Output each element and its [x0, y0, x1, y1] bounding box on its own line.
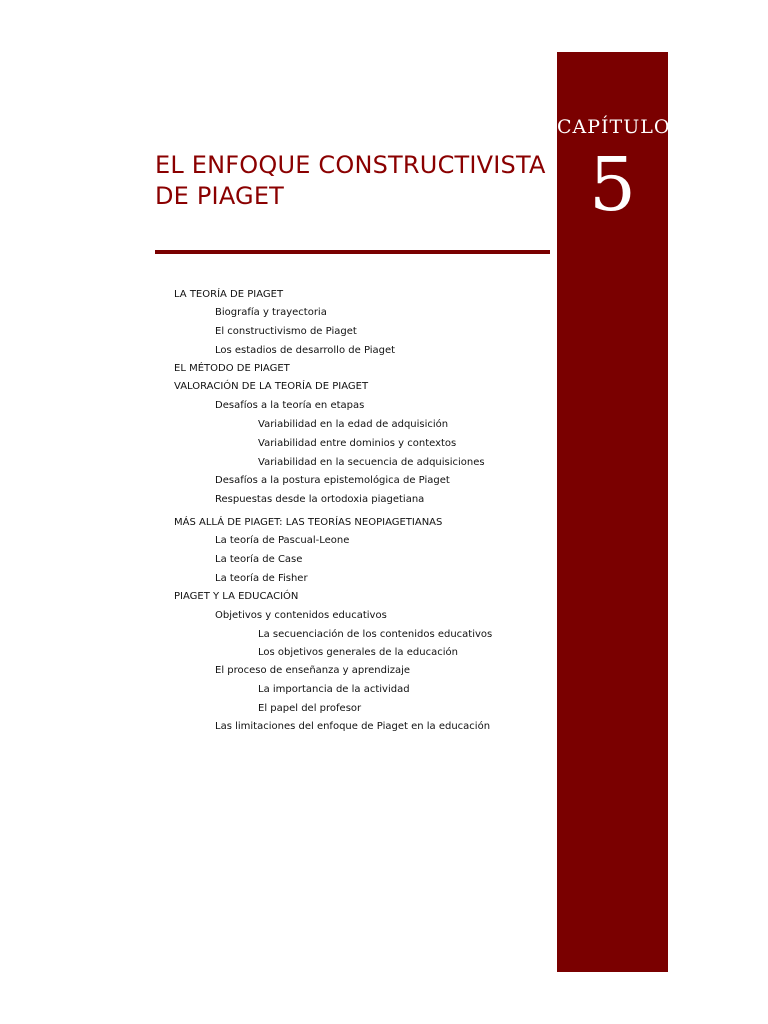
toc-subitem: La teoría de Pascual-Leone	[215, 535, 350, 546]
toc-subsubitem: Variabilidad en la secuencia de adquisiciones	[258, 457, 485, 468]
toc-subitem: La teoría de Case	[215, 554, 303, 565]
chapter-band	[557, 52, 671, 972]
toc-heading: LA TEORÍA DE PIAGET	[174, 289, 284, 300]
toc-heading: EL MÉTODO DE PIAGET	[174, 363, 290, 374]
title-divider	[155, 250, 550, 254]
toc-heading: MÁS ALLÁ DE PIAGET: LAS TEORÍAS NEOPIAGETIANAS	[174, 517, 443, 528]
toc-subsubitem: La importancia de la actividad	[258, 684, 410, 695]
chapter-number: 5	[588, 142, 637, 228]
toc-subitem: Desafíos a la teoría en etapas	[215, 400, 365, 411]
toc-subsubitem: Los objetivos generales de la educación	[258, 647, 458, 658]
chapter-label: CAPÍTULO	[557, 116, 671, 138]
toc-subitem: Objetivos y contenidos educativos	[215, 610, 387, 621]
toc-subitem: Los estadios de desarrollo de Piaget	[215, 345, 396, 356]
toc-subitem: El constructivismo de Piaget	[215, 326, 357, 337]
toc-heading: VALORACIÓN DE LA TEORÍA DE PIAGET	[174, 381, 369, 392]
toc-subsubitem: El papel del profesor	[258, 703, 362, 714]
toc-subitem: Desafíos a la postura epistemológica de Piaget	[215, 475, 450, 486]
toc-subsubitem: Variabilidad en la edad de adquisición	[258, 419, 449, 430]
toc-subitem: Respuestas desde la ortodoxia piagetiana	[215, 494, 425, 505]
toc-subitem: El proceso de enseñanza y aprendizaje	[215, 665, 411, 676]
toc-subitem: Biografía y trayectoria	[215, 307, 327, 318]
toc-heading: PIAGET Y LA EDUCACIÓN	[174, 591, 299, 602]
toc-subitem: Las limitaciones del enfoque de Piaget en la educación	[215, 721, 491, 732]
toc-subitem: La teoría de Fisher	[215, 573, 308, 584]
chapter-title: EL ENFOQUE CONSTRUCTIVISTA DE PIAGET	[155, 151, 546, 210]
toc-subsubitem: Variabilidad entre dominios y contextos	[258, 438, 457, 449]
toc-subsubitem: La secuenciación de los contenidos educativos	[258, 629, 493, 640]
